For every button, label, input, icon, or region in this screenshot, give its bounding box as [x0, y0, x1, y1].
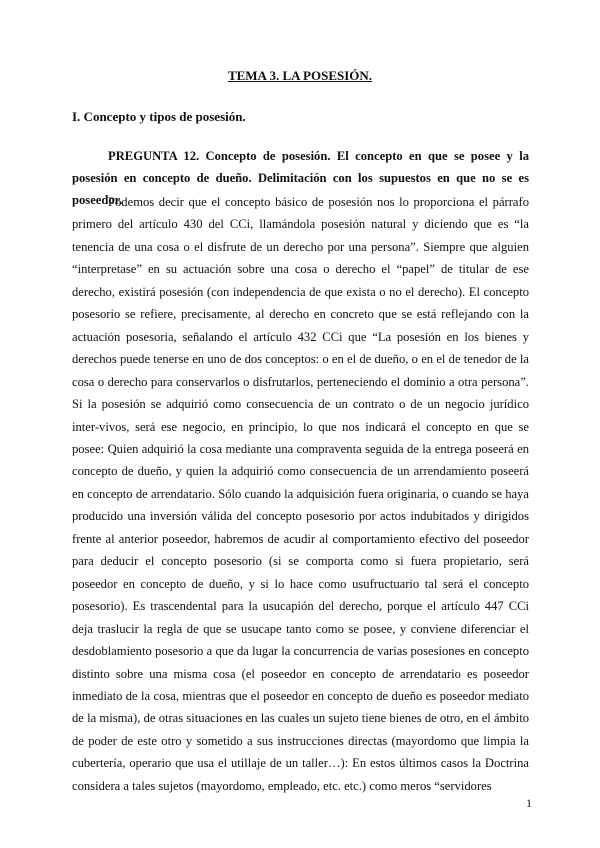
body-paragraph: Podemos decir que el concepto básico de posesión nos lo proporciona el párrafo primero del artículo 430 del CCi, llamándola posesión natural y diciendo que es “la tenencia de una cosa o el disfrute de un derecho por una persona”. Siempre que alguien “interpretase” en su actuación sobre una cosa o derecho el “papel” de titular de ese derecho, existirá posesión (con independencia de que exista o no el derecho). El concepto posesorio se refiere, precisamente, al derecho en concreto que se está reflejando con la actuación posesoria, señalando el artículo 432 CCi que “La posesión en los bienes y derechos puede tenerse en uno de dos conceptos: o en el de dueño, o en el de tenedor de la cosa o derecho para conservarlos o disfrutarlos, perteneciendo el dominio a otra persona”. Si la posesión se adquirió como consecuencia de un contrato o de un negocio jurídico inter-vivos, será ese negocio, en principio, lo que nos indicará el concepto en que se posee: Quien adquirió la cosa mediante una compraventa seguida de la entrega poseerá en concepto de dueño, y quien la adquirió como consecuencia de un arrendamiento poseerá en concepto de arrendatario. Sólo cuando la adquisición fuera originaria, o cuando se haya producido una inversión válida del concepto posesorio por actos indubitados y dirigidos frente al anterior poseedor, habremos de acudir al comportamiento efectivo del poseedor para deducir el concepto posesorio (si se comporta como si fuera propietario, será poseedor en concepto de dueño, y si lo hace como usufructuario tal será el concepto posesorio). Es trascendental para la usucapión del derecho, porque el artículo 447 CCi deja traslucir la regla de que se usucape tanto como se posee, y conviene diferenciar el desdoblamiento posesorio a que da lugar la concurrencia de varias posesiones en concepto distinto sobre una misma cosa (el poseedor en concepto de arrendatario es poseedor inmediato de la cosa, mientras que el poseedor en concepto de dueño es poseedor mediato de la misma), de otras situaciones en las cuales un sujeto tiene bienes de otro, en el ámbito de poder de este otro y sometido a sus instrucciones directas (mayordomo que limpia la cubertería, operario que usa el utillaje de un taller…): En estos últimos casos la Doctrina considera a tales sujetos (mayordomo, empleado, etc. etc.) como meros “servidores: [72, 195, 529, 793]
page-number: 1: [526, 796, 532, 810]
document-title: TEMA 3. LA POSESIÓN.: [227, 68, 373, 83]
section-heading: I. Concepto y tipos de posesión.: [72, 109, 246, 124]
question-heading: PREGUNTA 12. Concepto de posesión. El concepto en que se posee y la posesión en concepto de dueño. Delimitación con los supuestos en que no se es poseedor.: [72, 149, 529, 207]
